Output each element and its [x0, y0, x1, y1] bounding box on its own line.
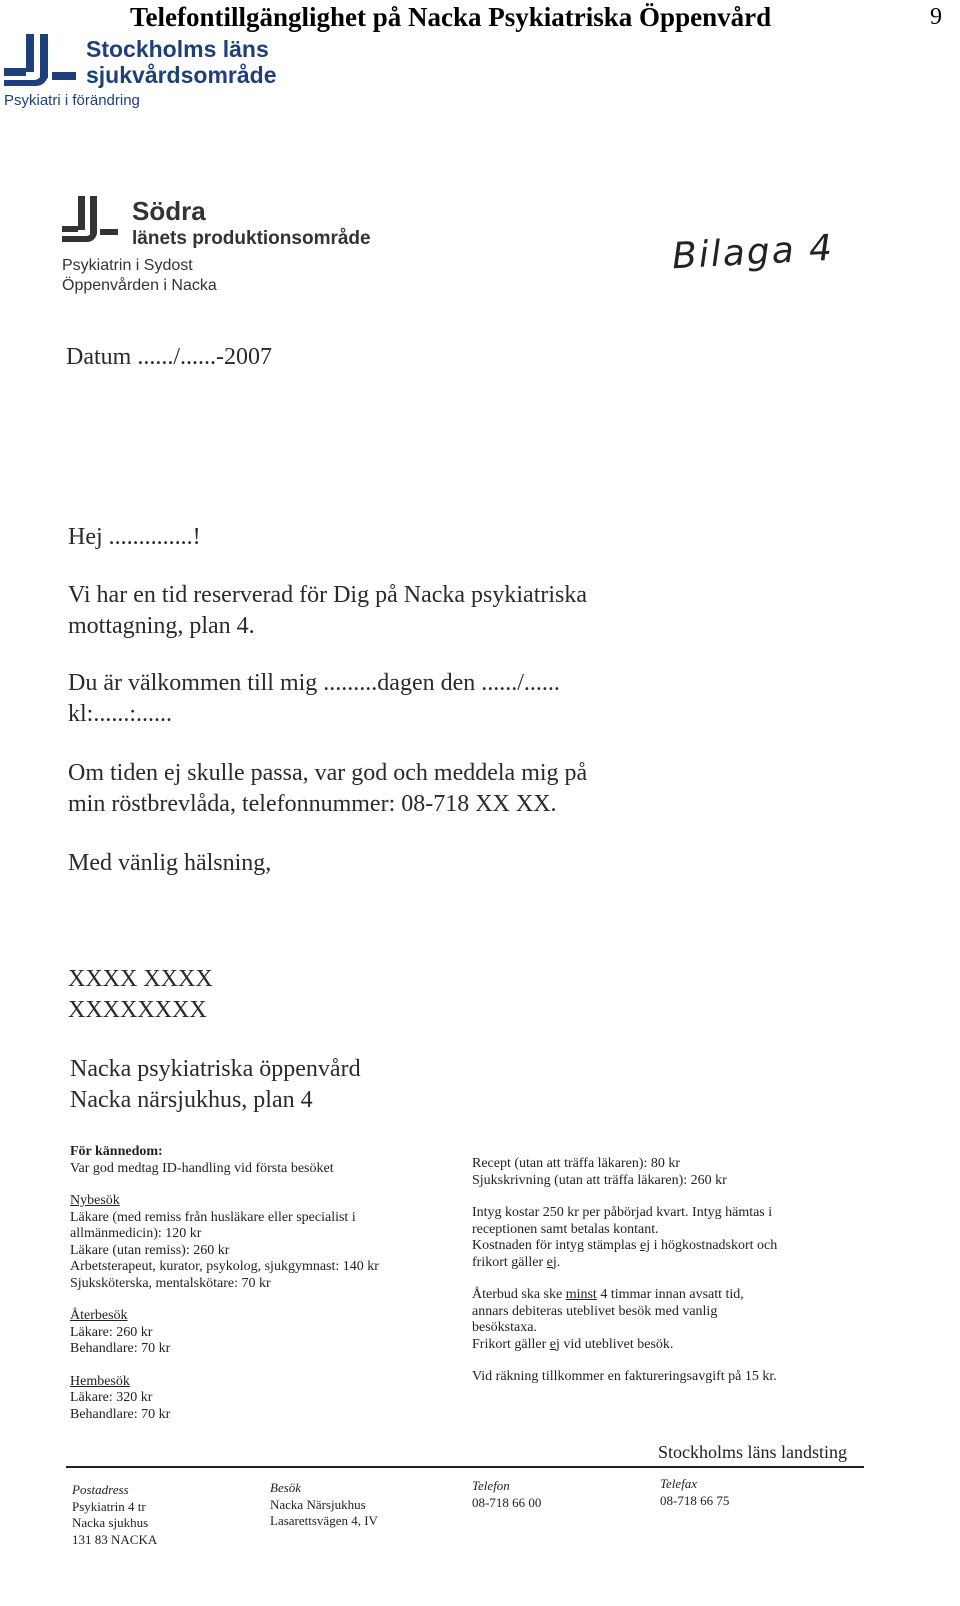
sll-logo-name: Stockholms läns sjukvårdsområde [86, 36, 277, 88]
letter-clinic-address: Nacka psykiatriska öppenvård Nacka närsjukhus, plan 4 [70, 1056, 361, 1113]
new-visit-heading: Nybesök [70, 1193, 120, 1208]
notes-heading: För kännedom: [70, 1144, 163, 1159]
footer-phone: Telefon 08-718 66 00 [472, 1478, 542, 1510]
footer-divider [66, 1466, 864, 1468]
letter-paragraph-cancel: Om tiden ej skulle passa, var god och meddela mig på min röstbrevlåda, telefonnummer: 08-718 XX XX. [68, 760, 588, 817]
footer-postal-address: Postadress Psykiatrin 4 tr Nacka sjukhus 131 83 NACKA [72, 1482, 158, 1547]
fee-notes-right: Recept (utan att träffa läkaren): 80 kr Sjukskrivning (utan att träffa läkaren): 260 kr Intyg kostar 250 kr per påbörjad kvart. Intyg hämtas i receptionen samt betalas kontant. Kostnaden för intyg stämplas ej i högkostnadskort och frikort gäller ej. Återbud ska ske minst 4 timmar innan avsatt tid, annars debiteras uteblivet besök med vanlig besökstaxa. Frikort gäller ej vid uteblivet besök. Vid räkning tillkommer en faktureringsavgift på 15 kr. [472, 1156, 778, 1384]
home-visit-heading: Hembesök [70, 1373, 130, 1389]
fee-notes-left: För kännedom: Var god medtag ID-handling vid första besöket Nybesök Läkare (med remiss från husläkare eller specialist i allmänmedicin): 120 kr Läkare (utan remiss): 260 kr Arbetsterapeut, kurator, psykolog, sjukgymnast: 140 kr Sjuksköterska, mentalskötare: 70 kr Återbesök Läkare: 260 kr Behandlare: 70 kr Hembesök Läkare: 320 kr Behandlare: 70 kr [70, 1144, 379, 1422]
letter-closing: Med vänlig hälsning, [68, 850, 272, 876]
letter-sender: XXXX XXXX XXXXXXXX [68, 966, 213, 1023]
page-number: 9 [930, 4, 942, 30]
page-title: Telefontillgänglighet på Nacka Psykiatriska Öppenvård [130, 2, 772, 32]
handwritten-attachment-note: Bilaga 4 [671, 227, 835, 278]
footer-visit-address: Besök Nacka Närsjukhus Lasarettsvägen 4, IV [270, 1480, 378, 1528]
sll-logo-icon [4, 34, 76, 86]
landsting-name: Stockholms läns landsting [658, 1442, 847, 1462]
notes-bring-id: Var god medtag ID-handling vid första besöket [70, 1160, 334, 1176]
letter-paragraph-appointment: Du är välkommen till mig .........dagen den ....../...... kl:......:...... [68, 670, 560, 727]
sodra-logo-icon [62, 196, 118, 242]
sodra-logo-unit: Psykiatrin i Sydost Öppenvården i Nacka [62, 257, 217, 294]
sll-logo-tagline: Psykiatri i förändring [4, 92, 140, 109]
letter-date: Datum ....../......-2007 [66, 344, 272, 370]
footer-fax: Telefax 08-718 66 75 [660, 1476, 730, 1508]
letter-paragraph-reservation: Vi har en tid reserverad för Dig på Nacka psykiatriska mottagning, plan 4. [68, 582, 588, 639]
return-visit-heading: Återbesök [70, 1308, 128, 1323]
sodra-logo-name: Södra [132, 196, 206, 226]
sodra-logo-region: länets produktionsområde [132, 228, 371, 249]
letter-greeting: Hej ..............! [68, 524, 201, 550]
